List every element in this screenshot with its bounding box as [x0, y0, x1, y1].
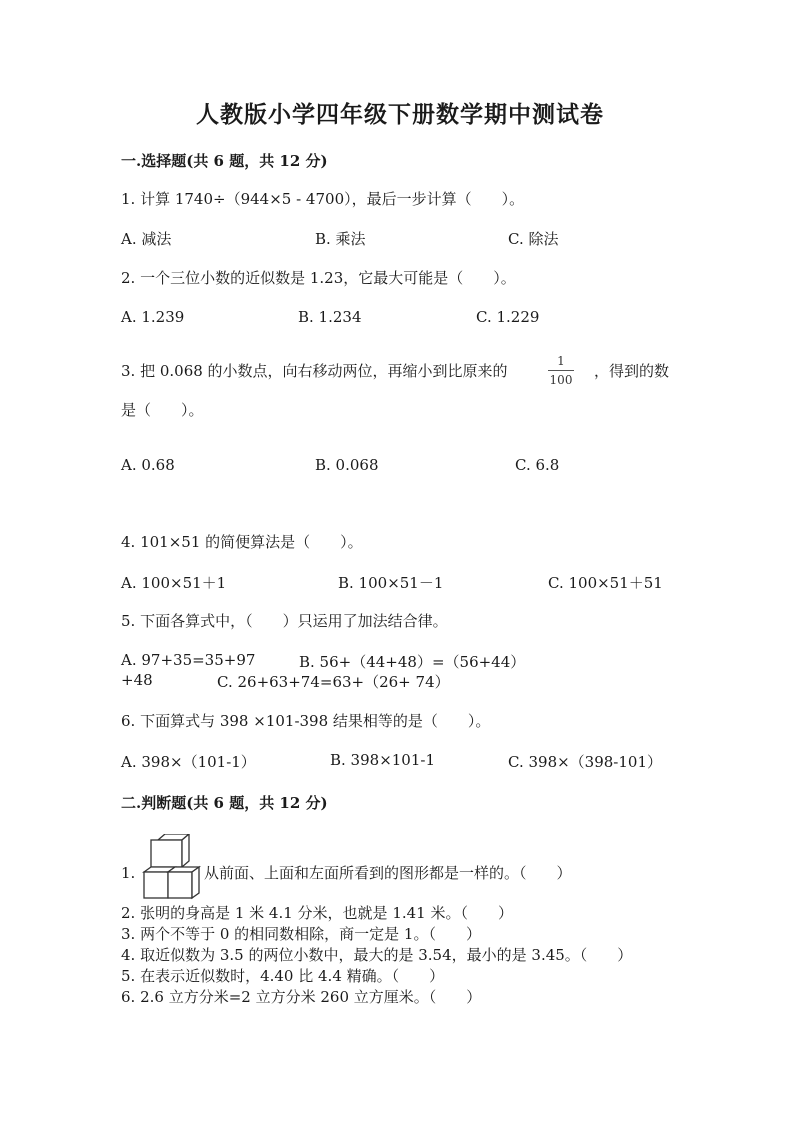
cube-stack-figure: [142, 834, 204, 900]
question-3-text-after: ，得到的数: [594, 362, 670, 380]
question-1-text: 1. 计算 1740÷（944×5 - 4700），最后一步计算（ ）。: [121, 190, 525, 208]
tf-question-1-text: 从前面、上面和左面所看到的图形都是一样的。（ ）: [204, 864, 572, 882]
tf-question-4: 4. 取近似数为 3.5 的两位小数中，最大的是 3.54，最小的是 3.45。（ ）: [121, 946, 633, 964]
question-4-option-b: B. 100×51－1: [338, 574, 444, 592]
question-3-text-line2: 是（ ）。: [121, 401, 204, 419]
question-3-text-before: 3. 把 0.068 的小数点，向右移动两位，再缩小到比原来的: [121, 362, 508, 380]
question-3-option-a: A. 0.68: [121, 456, 175, 474]
section-heading-true-false: 二.判断题(共 6 题，共 12 分): [121, 794, 328, 812]
question-5-option-b: B. 56+（44+48）=（56+44）: [299, 653, 526, 671]
question-1-option-a: A. 减法: [121, 230, 172, 248]
top-cube-front-face: [151, 840, 182, 867]
question-5-text: 5. 下面各算式中，（ ）只运用了加法结合律。: [121, 612, 448, 630]
fraction-bar: [548, 370, 574, 371]
question-5-option-c: C. 26+63+74=63+（26+ 74）: [217, 673, 450, 691]
tf-question-2: 2. 张明的身高是 1 米 4.1 分米，也就是 1.41 米。（ ）: [121, 904, 513, 922]
question-5-option-b-continued: +48: [121, 671, 153, 689]
question-1-option-b: B. 乘法: [315, 230, 366, 248]
tf-question-3: 3. 两个不等于 0 的相同数相除，商一定是 1。（ ）: [121, 925, 481, 943]
question-5-option-a: A. 97+35=35+97: [121, 651, 256, 669]
question-2-option-c: C. 1.229: [476, 308, 540, 326]
question-3-option-b: B. 0.068: [315, 456, 379, 474]
question-2-option-a: A. 1.239: [121, 308, 185, 326]
fraction-one-hundredth: [548, 354, 574, 387]
question-4-option-c: C. 100×51＋51: [548, 574, 663, 592]
fraction-denominator: 100: [549, 373, 573, 387]
tf-question-6: 6. 2.6 立方分米=2 立方分米 260 立方厘米。（ ）: [121, 988, 482, 1006]
bottom-right-cube-front-face: [168, 872, 192, 898]
tf-question-1-number: 1.: [121, 864, 136, 882]
question-1-option-c: C. 除法: [508, 230, 559, 248]
top-cube-side-face: [182, 834, 189, 867]
question-4-option-a: A. 100×51＋1: [121, 574, 227, 592]
question-6-option-b: B. 398×101-1: [330, 751, 435, 769]
question-4-text: 4. 101×51 的简便算法是（ ）。: [121, 533, 363, 551]
question-6-option-c: C. 398×（398-101）: [508, 753, 663, 771]
bottom-right-cube-side-face: [192, 867, 199, 898]
question-2-option-b: B. 1.234: [298, 308, 362, 326]
section-heading-choice: 一.选择题(共 6 题，共 12 分): [121, 152, 328, 170]
page-title: 人教版小学四年级下册数学期中测试卷: [196, 101, 604, 128]
question-2-text: 2. 一个三位小数的近似数是 1.23，它最大可能是（ ）。: [121, 269, 516, 287]
question-6-option-a: A. 398×（101-1）: [121, 753, 256, 771]
fraction-numerator: 1: [557, 354, 565, 368]
question-6-text: 6. 下面算式与 398 ×101-398 结果相等的是（ ）。: [121, 712, 491, 730]
bottom-left-cube-front-face: [144, 872, 168, 898]
question-3-option-c: C. 6.8: [515, 456, 560, 474]
tf-question-5: 5. 在表示近似数时，4.40 比 4.4 精确。（ ）: [121, 967, 445, 985]
